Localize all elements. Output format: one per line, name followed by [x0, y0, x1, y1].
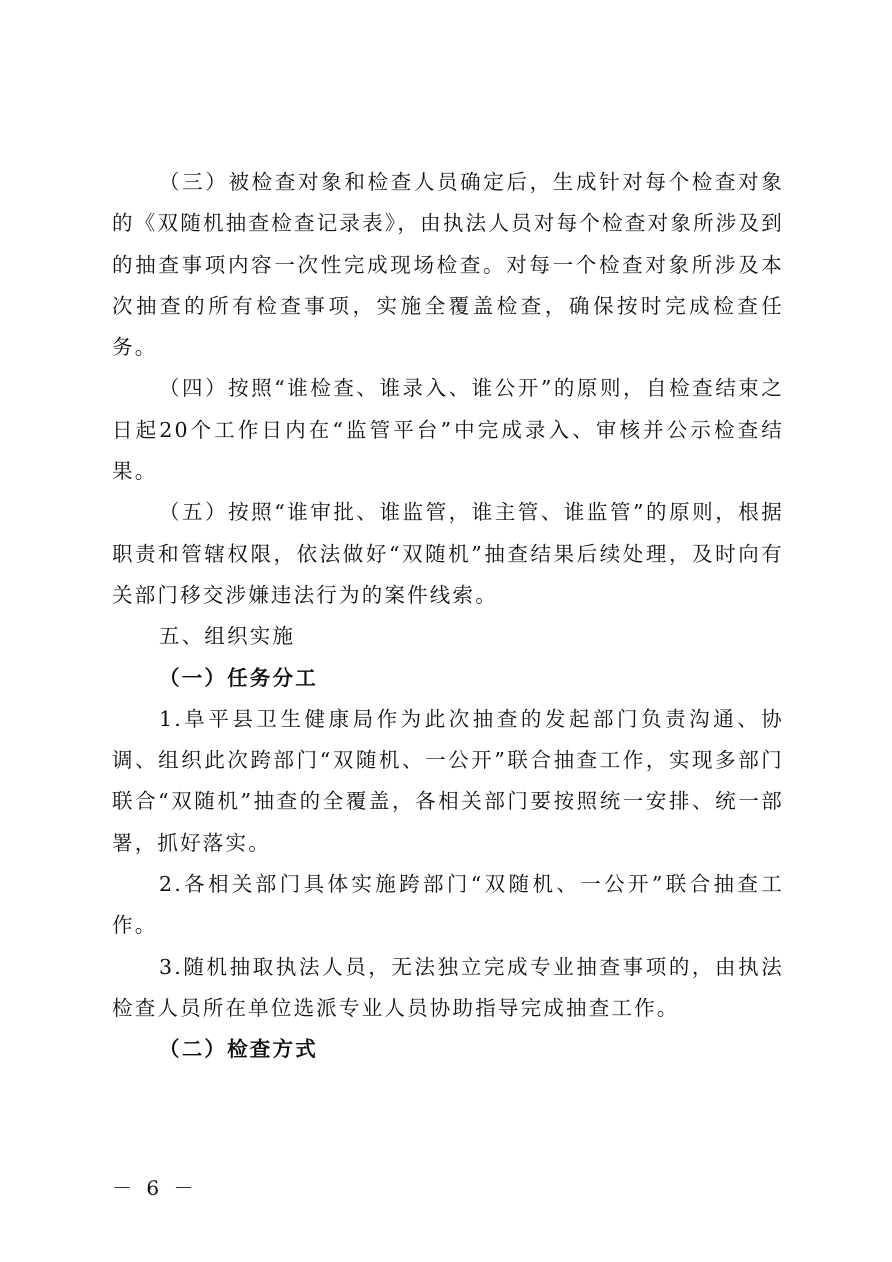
paragraph-follow-up-handling: （五）按照“谁审批、谁监管，谁主管、谁监管”的原则，根据职责和管辖权限，依法做好“双随机”抽查结果后续处理，及时向有关部门移交涉嫌违法行为的案件线索。: [112, 500, 784, 607]
paragraph-task-item-1: 1.阜平县卫生健康局作为此次抽查的发起部门负责沟通、协调、组织此次跨部门“双随机、一公开”联合抽查工作，实现多部门联合“双随机”抽查的全覆盖，各相关部门要按照统一安排、统一部署，抓好落实。: [112, 706, 784, 855]
subheading-inspection-method: （二）检查方式: [159, 1037, 318, 1062]
page-number: － 6 －: [112, 1176, 198, 1200]
document-body: [112, 162, 784, 1071]
paragraph-task-item-3: 3.随机抽取执法人员，无法独立完成专业抽查事项的，由执法检查人员所在单位选派专业人员协助指导完成抽查工作。: [112, 954, 784, 1020]
paragraph-result-disclosure: （四）按照“谁检查、谁录入、谁公开”的原则，自检查结束之日起20个工作日内在“监管平台”中完成录入、审核并公示检查结果。: [112, 376, 784, 484]
subheading-task-division: （一）任务分工: [159, 665, 318, 690]
paragraph-task-item-2: 2.各相关部门具体实施跨部门“双随机、一公开”联合抽查工作。: [112, 872, 784, 938]
paragraph-inspection-record: （三）被检查对象和检查人员确定后，生成针对每个检查对象的《双随机抽查检查记录表》，由执法人员对每个检查对象所涉及到的抽查事项内容一次性完成现场检查。对每一个检查对象所涉及本次抽查的所有检查事项，实施全覆盖检查，确保按时完成检查任务。: [112, 170, 784, 360]
section-heading-organization: 五、组织实施: [159, 624, 296, 649]
